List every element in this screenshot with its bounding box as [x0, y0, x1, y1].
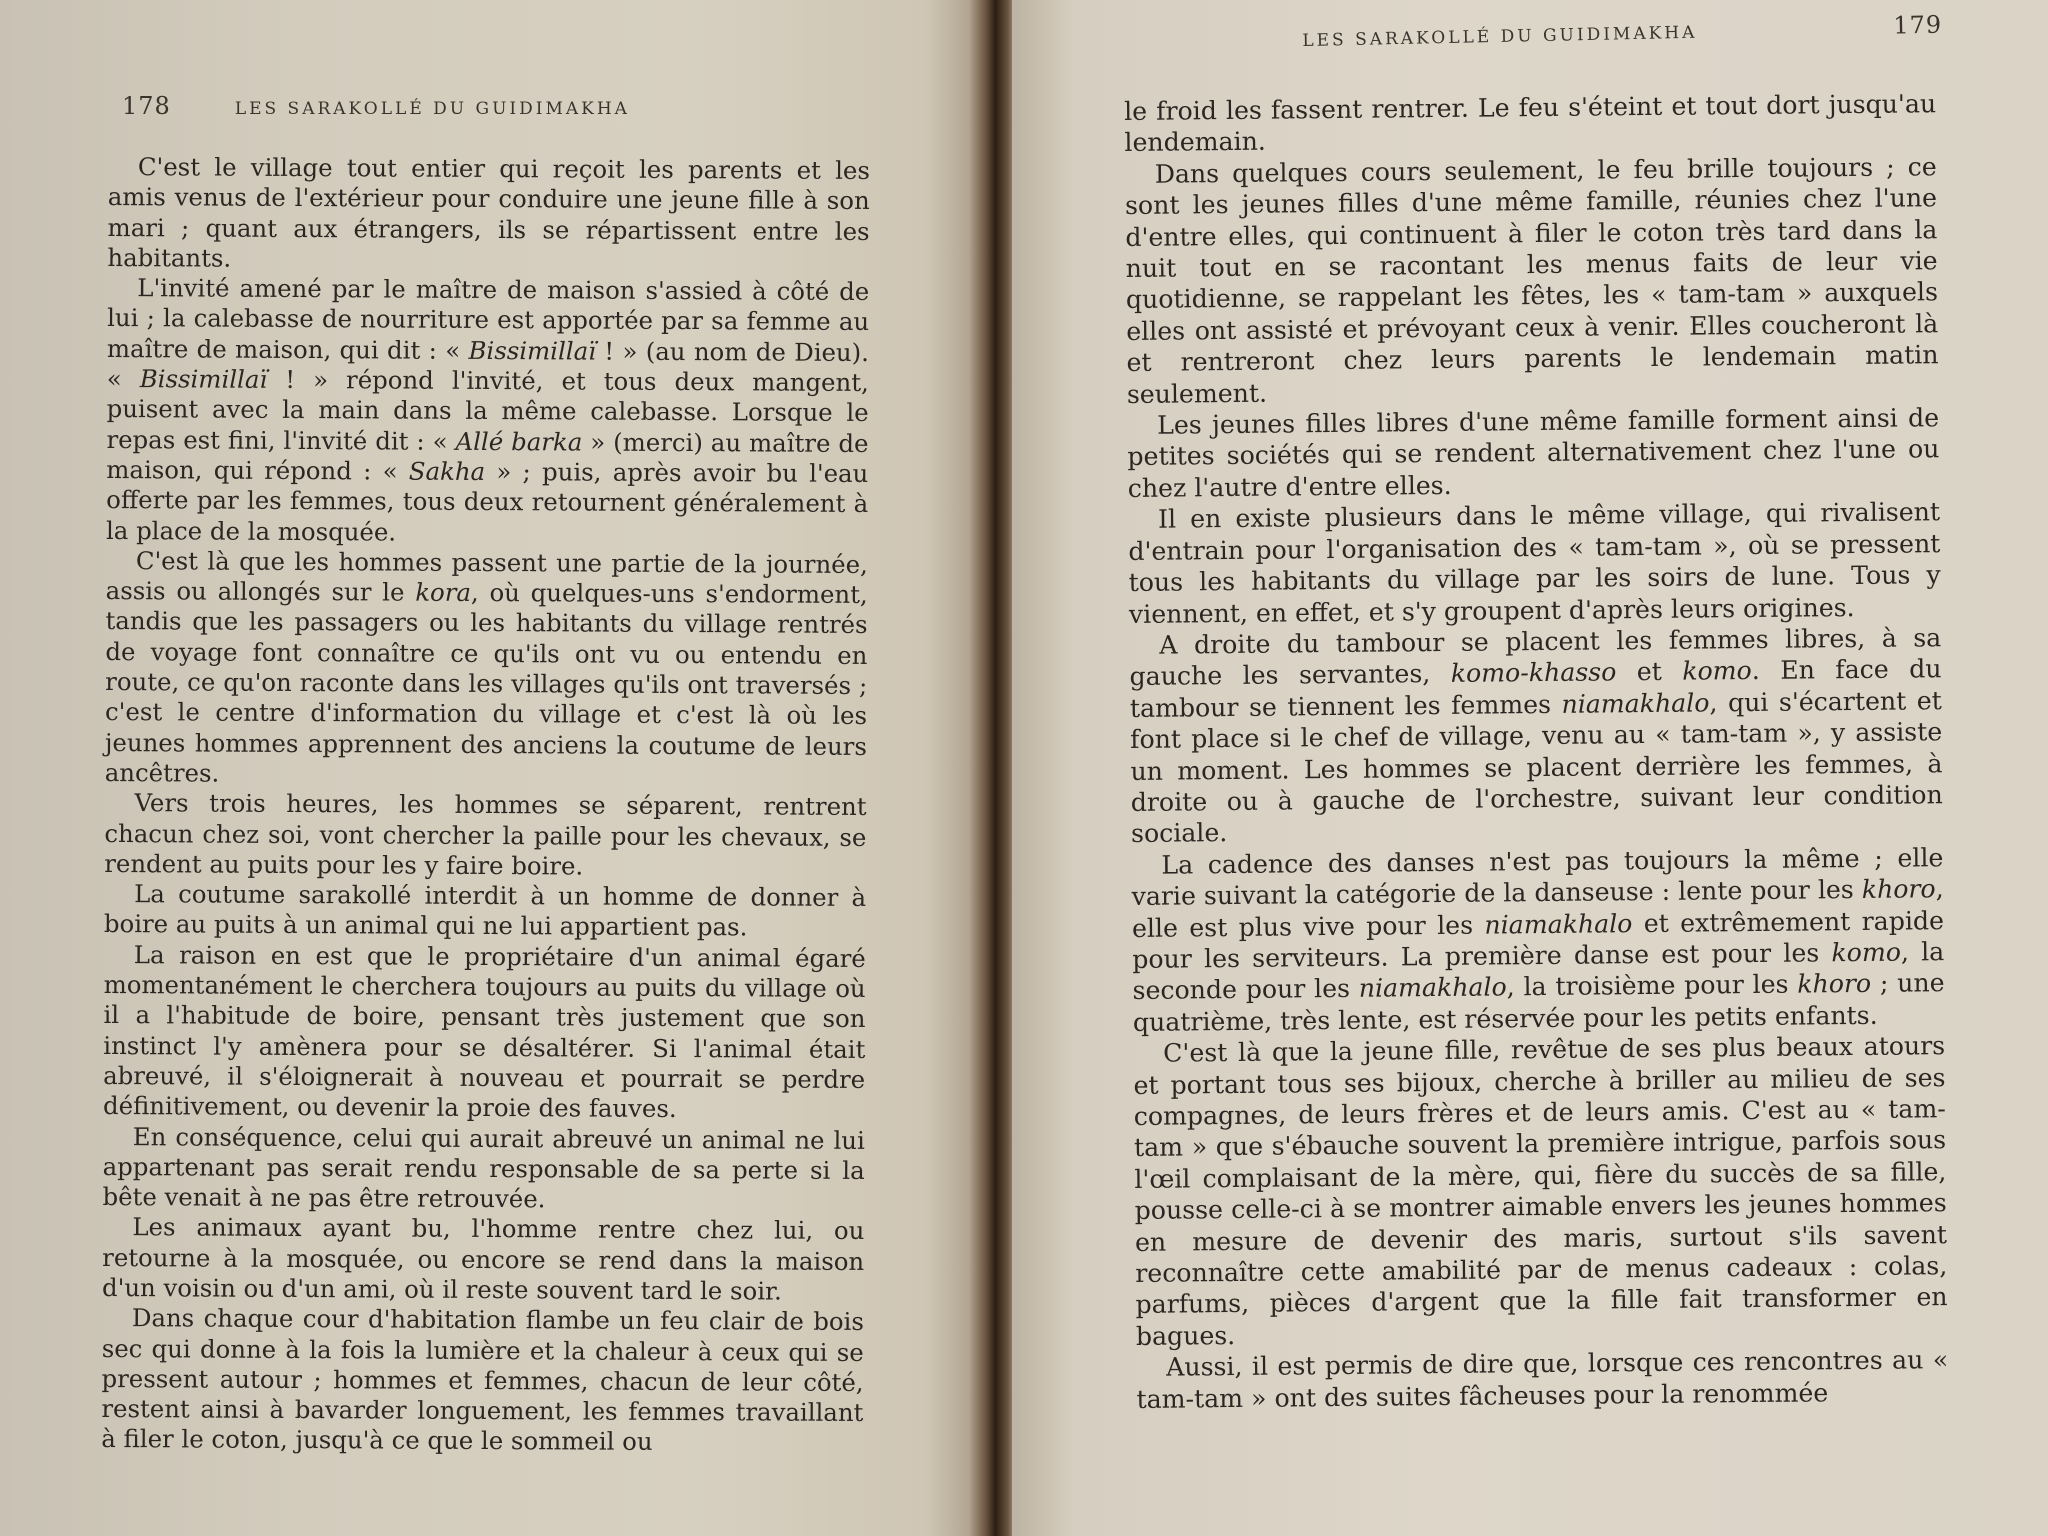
paragraph — [1124, 88, 1937, 159]
text-run: et extrêmement rapide pour les serviteurs. La première danse est pour les — [1132, 905, 1945, 974]
right-running-title: LES SARAKOLLÉ DU GUIDIMAKHA — [1302, 22, 1698, 51]
italic-term: khoro — [1861, 874, 1936, 905]
left-page-number: 178 — [122, 92, 171, 120]
italic-term: khoro — [1797, 969, 1872, 999]
paragraph — [1128, 496, 1941, 629]
italic-term: Allé barka — [455, 426, 583, 457]
text-run: Vers trois heures, les hommes se séparent, rentrent chacun chez soi, vont chercher la paille pour les chevaux, se rendent au puits pour les y faire boire. — [104, 788, 867, 881]
text-run: C'est là que les hommes passent une partie de la journée, assis ou allongés sur le — [105, 546, 868, 607]
text-run: Les animaux ayant bu, l'homme rentre chez lui, ou retourne à la mosquée, ou encore se rend dans la maison d'un voisin ou d'un ami, où il reste souvent tard le soir. — [101, 1212, 865, 1306]
italic-term: Bissimillaï — [468, 335, 597, 366]
left-running-title: LES SARAKOLLÉ DU GUIDIMAKHA — [234, 99, 630, 119]
left-text-block — [101, 152, 870, 1459]
paragraph — [106, 273, 869, 550]
text-run: . En face du tambour se tiennent les femmes — [1129, 654, 1942, 723]
text-run: ; une quatrième, très lente, est réservée pour les petits enfants. — [1132, 968, 1945, 1037]
text-run: , elle est plus vive pour les — [1131, 874, 1944, 943]
text-run: , la seconde pour les — [1132, 937, 1945, 1006]
text-run: et — [1616, 656, 1683, 687]
right-page-number: 179 — [1893, 10, 1943, 40]
paragraph — [1127, 402, 1940, 504]
italic-term: Sakha — [408, 456, 486, 486]
italic-term: komo-khasso — [1450, 657, 1617, 689]
text-run: , où quelques-uns s'endorment, tandis que les passagers ou les habitants du village rentrés de voyage font connaître ce qu'ils ont vu ou entendu en route, ce qu'on raconte dans les villages qu'ils ont traversés ; c'est le centre d'information du village et c'est là où les jeunes hommes apprennent des anciens la coutume de leurs ancêtres. — [104, 578, 868, 788]
paragraph — [104, 879, 866, 944]
paragraph — [102, 1121, 864, 1216]
italic-term: Bissimillaï — [139, 364, 268, 394]
paragraph — [1129, 622, 1943, 850]
text-run: ! » répond l'invité, et tous deux mangent, puisent avec la main dans la même calebasse. Lorsque le repas est fini, l'invité dit : « — [106, 364, 869, 456]
text-run: , la troisième pour les — [1506, 969, 1798, 1002]
italic-term: niamakhalo — [1358, 972, 1507, 1004]
text-run: Il en existe plusieurs dans le même village, qui rivalisent d'entrain pour l'organisation des « tam-tam », où se pressent tous les habitants du village par les soirs de lune. Tous y viennent, en effet, et s'y groupent d'après leurs origines. — [1128, 497, 1941, 629]
paragraph — [107, 152, 870, 277]
left-page — [0, 0, 985, 1536]
text-run: La coutume sarakollé interdit à un homme de donner à boire au puits à un animal qui ne lui appartient pas. — [103, 879, 867, 942]
text-run: le froid les fassent rentrer. Le feu s'éteint et tout dort jusqu'au lendemain. — [1124, 89, 1937, 158]
paragraph — [1133, 1030, 1948, 1352]
italic-term: kora — [415, 577, 472, 608]
text-run: La raison en est que le propriétaire d'un animal égaré momentanément le cherchera toujours au puits du village où il a l'habitude de boire, pensant très justement que son instinct l'y amènera pour se désaltérer. Si l'animal était abreuvé, il s'éloignerait à nouveau et pourrait se perdre définitivement, ou devenir la proie des fauves. — [102, 939, 866, 1124]
text-run: Aussi, il est permis de dire que, lorsque ces rencontres au « tam-tam » ont des suites fâcheuses pour la renommée — [1136, 1345, 1949, 1414]
paragraph — [103, 940, 866, 1126]
paragraph — [104, 788, 866, 883]
paragraph — [105, 546, 868, 792]
book-gutter — [968, 0, 1018, 1536]
paragraph — [101, 1303, 864, 1458]
right-text-block — [1124, 88, 1949, 1415]
italic-term: komo — [1682, 656, 1752, 686]
paragraph — [1125, 151, 1939, 410]
text-run: En conséquence, celui qui aurait abreuvé un animal ne lui appartenant pas serait rendu responsable de sa perte si la bête venait à ne pas être retrouvée. — [102, 1121, 865, 1214]
text-run: C'est là que la jeune fille, revêtue de ses plus beaux atours et portant tous ses bijoux, cherche à briller au milieu de ses compagnes, de leurs frères et de leurs amis. C'est au « tam-tam » que s'ébauche souvent la première intrigue, parfois sous l'œil complaisant de la mère, qui, fière du succès de sa fille, pousse celle-ci à se montrer aimable envers les jeunes hommes en mesure de devenir des maris, surtout s'ils savent reconnaître cette amabilité par de menus cadeaux : colas, parfums, pièces d'argent que la fille fait transformer en bagues. — [1133, 1031, 1948, 1351]
text-run: , qui s'écartent et font place si le chef de village, venu au « tam-tam », y assiste un moment. Les hommes se placent derrière les femmes, à droite ou à gauche de l'orchestre, suivant leur condition sociale. — [1130, 685, 1943, 849]
italic-term: niamakhalo — [1561, 688, 1710, 719]
paragraph — [102, 1212, 864, 1307]
italic-term: niamakhalo — [1484, 908, 1633, 940]
text-run: Les jeunes filles libres d'une même famille forment ainsi de petites sociétés qui se rendent alternativement chez l'une ou chez l'autre d'entre elles. — [1127, 403, 1940, 503]
text-run: La cadence des danses n'est pas toujours la même ; elle varie suivant la catégorie de la danseuse : lente pour les — [1131, 842, 1944, 912]
left-running-head — [122, 92, 862, 120]
paragraph — [1136, 1344, 1949, 1415]
paragraph — [1131, 842, 1945, 1038]
right-running-head — [1302, 11, 1942, 52]
text-run: » (merci) au maître de maison, qui répond : « — [106, 427, 869, 486]
text-run: Dans quelques cours seulement, le feu brille toujours ; ce sont les jeunes filles d'une même famille, réunies chez l'une d'entre elles, qui continuent à filer le coton très tard dans la nuit tout en se racontant les menus faits de leur vie quotidienne, se rappelant les fêtes, les « tam-tam » auxquels elles ont assisté et prévoyant ceux à venir. Elles coucheront là et rentreront chez leurs parents le lendemain matin seulement. — [1124, 152, 1939, 409]
text-run: A droite du tambour se placent les femmes libres, à sa gauche les servantes, — [1129, 623, 1942, 692]
text-run: » ; puis, après avoir bu l'eau offerte par les femmes, tous deux retournent généralement à la place de la mosquée. — [105, 456, 869, 547]
right-page — [1012, 0, 2048, 1536]
text-run: C'est le village tout entier qui reçoit les parents et les amis venus de l'extérieur pour conduire une jeune fille à son mari ; quant aux étrangers, ils se répartissent entre les habitants. — [107, 152, 870, 273]
italic-term: komo — [1831, 937, 1902, 968]
text-run: ! » (au nom de Dieu). « — [106, 336, 870, 394]
text-run: Dans chaque cour d'habitation flambe un feu clair de bois sec qui donne à la fois la lumière et la chaleur à ceux qui se pressent autour ; hommes et femmes, chacun de leur côté, restent ainsi à bavarder longuement, les femmes travaillant à filer le coton, jusqu'à ce que le sommeil ou — [101, 1303, 864, 1457]
text-run: L'invité amené par le maître de maison s'assied à côté de lui ; la calebasse de nourriture est apportée par sa femme au maître de maison, qui dit : « — [106, 273, 870, 365]
